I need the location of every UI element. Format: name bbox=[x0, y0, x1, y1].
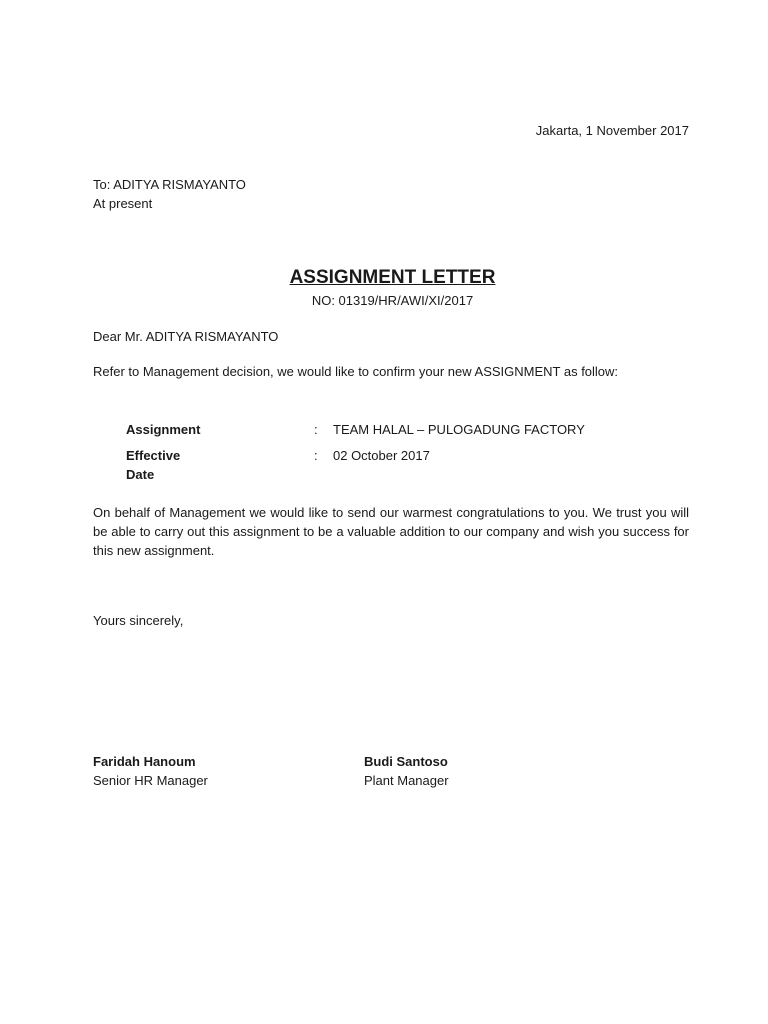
signatory-name: Faridah Hanoum bbox=[93, 754, 196, 769]
signatory-title: Senior HR Manager bbox=[93, 773, 208, 788]
recipient-name: To: ADITYA RISMAYANTO bbox=[93, 177, 246, 192]
detail-value: TEAM HALAL – PULOGADUNG FACTORY bbox=[333, 422, 585, 437]
closing: Yours sincerely, bbox=[93, 613, 184, 628]
signatory-title: Plant Manager bbox=[364, 773, 449, 788]
detail-value: 02 October 2017 bbox=[333, 448, 430, 463]
intro-paragraph: Refer to Management decision, we would like to confirm your new ASSIGNMENT as follow: bbox=[93, 364, 619, 379]
detail-label: Assignment bbox=[126, 422, 201, 437]
letter-date: Jakarta, 1 November 2017 bbox=[535, 123, 689, 138]
body-paragraph: On behalf of Management we would like to send our warmest congratulations to you. We trust you will be able to carry out this assignment to be a valuable addition to our company and wish you success for this new assignment. bbox=[93, 505, 689, 558]
detail-separator: : bbox=[314, 448, 318, 463]
letter-title: ASSIGNMENT LETTER bbox=[289, 267, 496, 288]
letter-heading bbox=[0, 265, 768, 310]
salutation: Dear Mr. ADITYA RISMAYANTO bbox=[93, 329, 279, 344]
signatory-name: Budi Santoso bbox=[364, 754, 448, 769]
signatory-hr-manager bbox=[93, 752, 208, 790]
recipient-block bbox=[93, 175, 246, 213]
detail-separator: : bbox=[314, 422, 318, 437]
recipient-location: At present bbox=[93, 196, 153, 211]
signatory-plant-manager bbox=[364, 752, 449, 790]
detail-label: Effective Date bbox=[126, 448, 181, 482]
letter-number: NO: 01319/HR/AWI/XI/2017 bbox=[311, 293, 474, 308]
